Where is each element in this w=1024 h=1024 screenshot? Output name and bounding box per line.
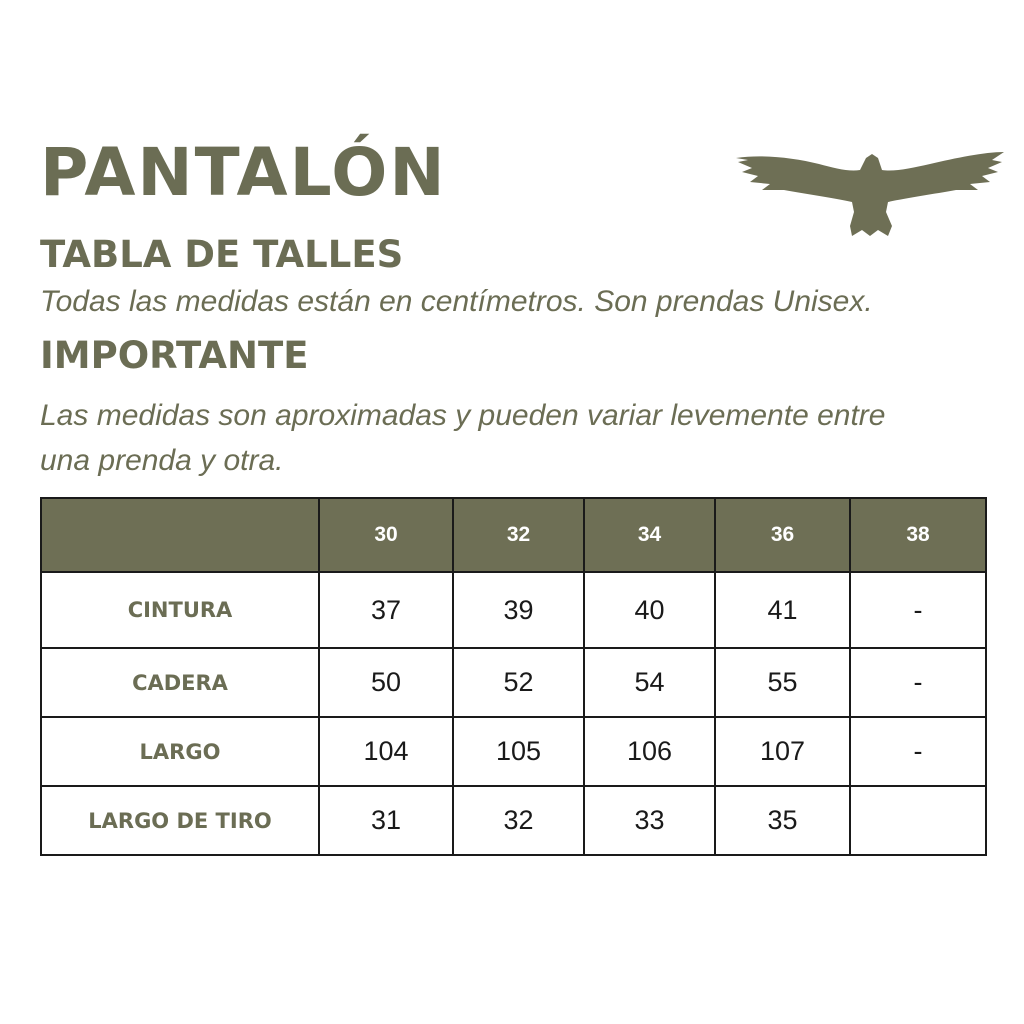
table-cell: 35: [715, 786, 850, 855]
table-cell: 39: [453, 572, 584, 648]
size-header-cell: 32: [453, 498, 584, 572]
table-cell: 54: [584, 648, 715, 717]
table-row: [41, 786, 986, 855]
table-cell: 40: [584, 572, 715, 648]
table-row: [41, 648, 986, 717]
table-cell: 33: [584, 786, 715, 855]
row-label: LARGO DE TIRO: [41, 786, 319, 855]
table-cell: 107: [715, 717, 850, 786]
condor-icon: [734, 150, 1006, 240]
table-cell: [850, 786, 986, 855]
important-note: Las medidas son aproximadas y pueden variar levemente entre una prenda y otra.: [40, 399, 886, 477]
table-cell: 106: [584, 717, 715, 786]
table-cell: 41: [715, 572, 850, 648]
size-header-cell: 38: [850, 498, 986, 572]
size-table: [40, 497, 987, 856]
table-cell: 105: [453, 717, 584, 786]
size-table-heading: TABLA DE TALLES: [40, 233, 404, 276]
page-title: PANTALÓN: [40, 134, 447, 211]
size-header-cell: 30: [319, 498, 453, 572]
row-label: CINTURA: [41, 572, 319, 648]
table-cell: -: [850, 717, 986, 786]
row-label: CADERA: [41, 648, 319, 717]
corner-cell: [41, 498, 319, 572]
table-cell: 50: [319, 648, 453, 717]
table-cell: 32: [453, 786, 584, 855]
row-label: LARGO: [41, 717, 319, 786]
table-row: [41, 717, 986, 786]
table-cell: -: [850, 572, 986, 648]
size-header-cell: 34: [584, 498, 715, 572]
table-cell: -: [850, 648, 986, 717]
table-cell: 37: [319, 572, 453, 648]
table-row: [41, 572, 986, 648]
units-note: Todas las medidas están en centímetros. Son prendas Unisex.: [40, 285, 873, 318]
important-heading: IMPORTANTE: [40, 334, 309, 377]
table-cell: 52: [453, 648, 584, 717]
table-cell: 104: [319, 717, 453, 786]
table-cell: 55: [715, 648, 850, 717]
table-cell: 31: [319, 786, 453, 855]
size-header-row: [41, 498, 986, 572]
size-header-cell: 36: [715, 498, 850, 572]
